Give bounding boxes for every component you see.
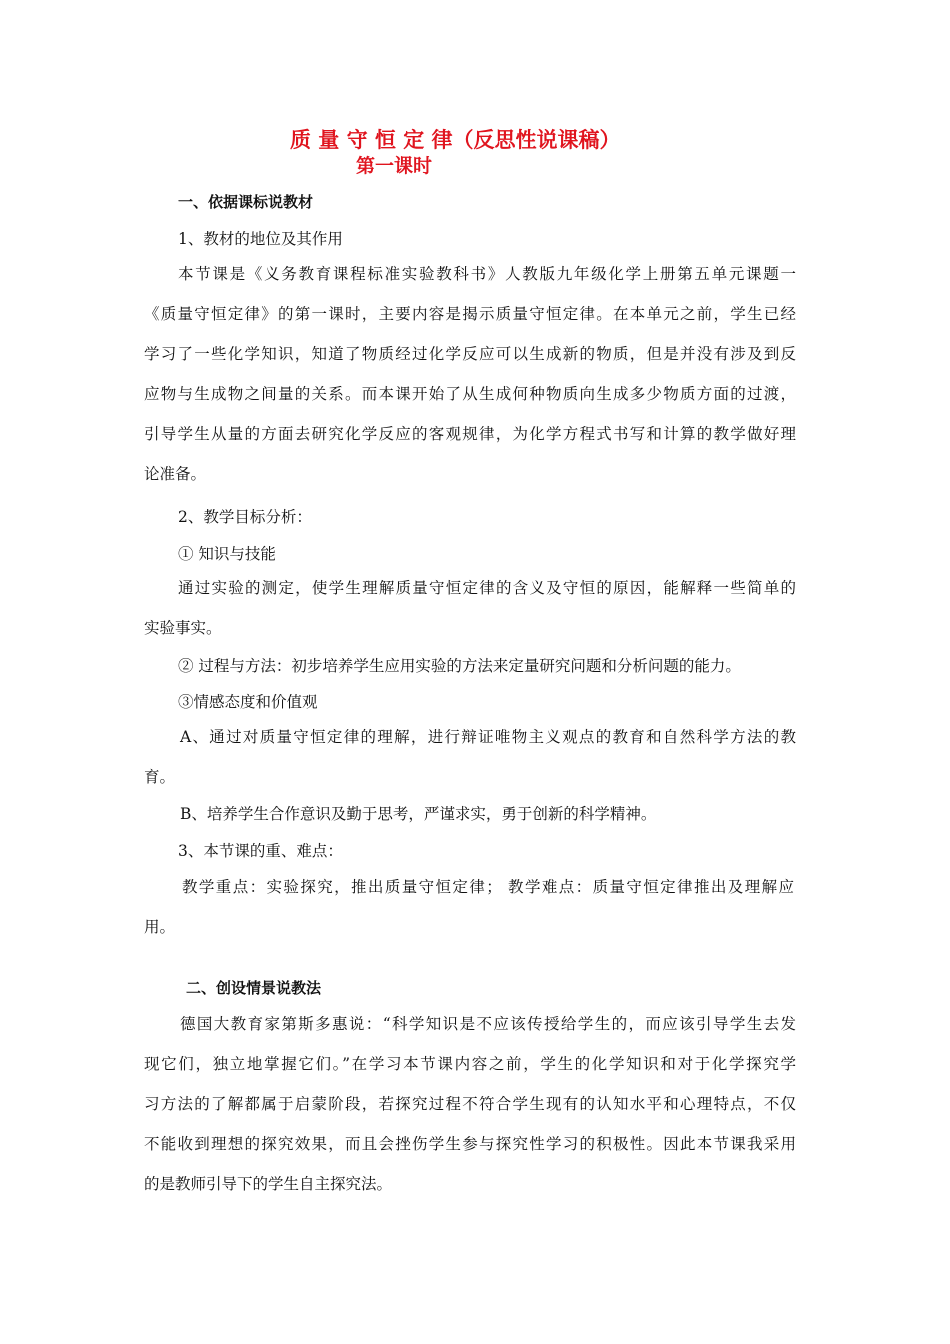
goal3-a-line: A、通过对质量守恒定律的理解，进行辩证唯物主义观点的教育和自然科学方法的教 (180, 728, 796, 746)
goal2: ② 过程与方法：初步培养学生应用实验的方法来定量研究问题和分析问题的能力。 (178, 657, 741, 675)
goal3-a-line: 育。 (144, 768, 176, 786)
section2-line: 不能收到理想的探究效果，而且会挫伤学生参与探究性学习的积极性。因此本节课我采用 (144, 1135, 796, 1153)
section1-heading: 一、依据课标说教材 (178, 193, 314, 211)
section1-sub2: 2、教学目标分析： (178, 508, 312, 526)
section2-line: 习方法的了解都属于启蒙阶段，若探究过程不符合学生现有的认知水平和心理特点，不仅 (144, 1095, 796, 1113)
page-subtitle: 第一课时 (356, 155, 433, 177)
section2-line: 德国大教育家第斯多惠说：“科学知识是不应该传授给学生的，而应该引导学生去发 (180, 1015, 796, 1033)
para1-line: 本节课是《义务教育课程标准实验教科书》人教版九年级化学上册第五单元课题一 (178, 265, 796, 283)
section2-line: 的是教师引导下的学生自主探究法。 (144, 1175, 393, 1193)
section2-heading: 二、创设情景说教法 (186, 979, 322, 997)
para1-line: 《质量守恒定律》的第一课时，主要内容是揭示质量守恒定律。在本单元之前，学生已经 (144, 305, 796, 323)
section1-sub3: 3、本节课的重、难点： (178, 842, 343, 860)
para1-line: 引导学生从量的方面去研究化学反应的客观规律，为化学方程式书写和计算的教学做好理 (144, 425, 796, 443)
goal1-title: ① 知识与技能 (178, 545, 276, 563)
goal1-line: 通过实验的测定，使学生理解质量守恒定律的含义及守恒的原因，能解释一些简单的 (178, 579, 796, 597)
keypoints-line: 教学重点：实验探究，推出质量守恒定律； 教学难点：质量守恒定律推出及理解应 (182, 878, 794, 896)
goal1-line: 实验事实。 (144, 619, 222, 637)
keypoints-line: 用。 (144, 918, 176, 936)
para1-line: 学习了一些化学知识，知道了物质经过化学反应可以生成新的物质，但是并没有涉及到反 (144, 345, 796, 363)
goal3-b: B、培养学生合作意识及勤于思考，严谨求实，勇于创新的科学精神。 (180, 805, 657, 823)
para1-line: 应物与生成物之间量的关系。而本课开始了从生成何种物质向生成多少物质方面的过渡， (144, 385, 796, 403)
para1-line: 论准备。 (144, 465, 207, 483)
section2-line: 现它们，独立地掌握它们。”在学习本节课内容之前，学生的化学知识和对于化学探究学 (144, 1055, 796, 1073)
section1-sub1: 1、教材的地位及其作用 (178, 230, 343, 248)
page-title: 质 量 守 恒 定 律（反思性说课稿） (290, 128, 621, 152)
goal3-title: ③情感态度和价值观 (178, 693, 318, 711)
